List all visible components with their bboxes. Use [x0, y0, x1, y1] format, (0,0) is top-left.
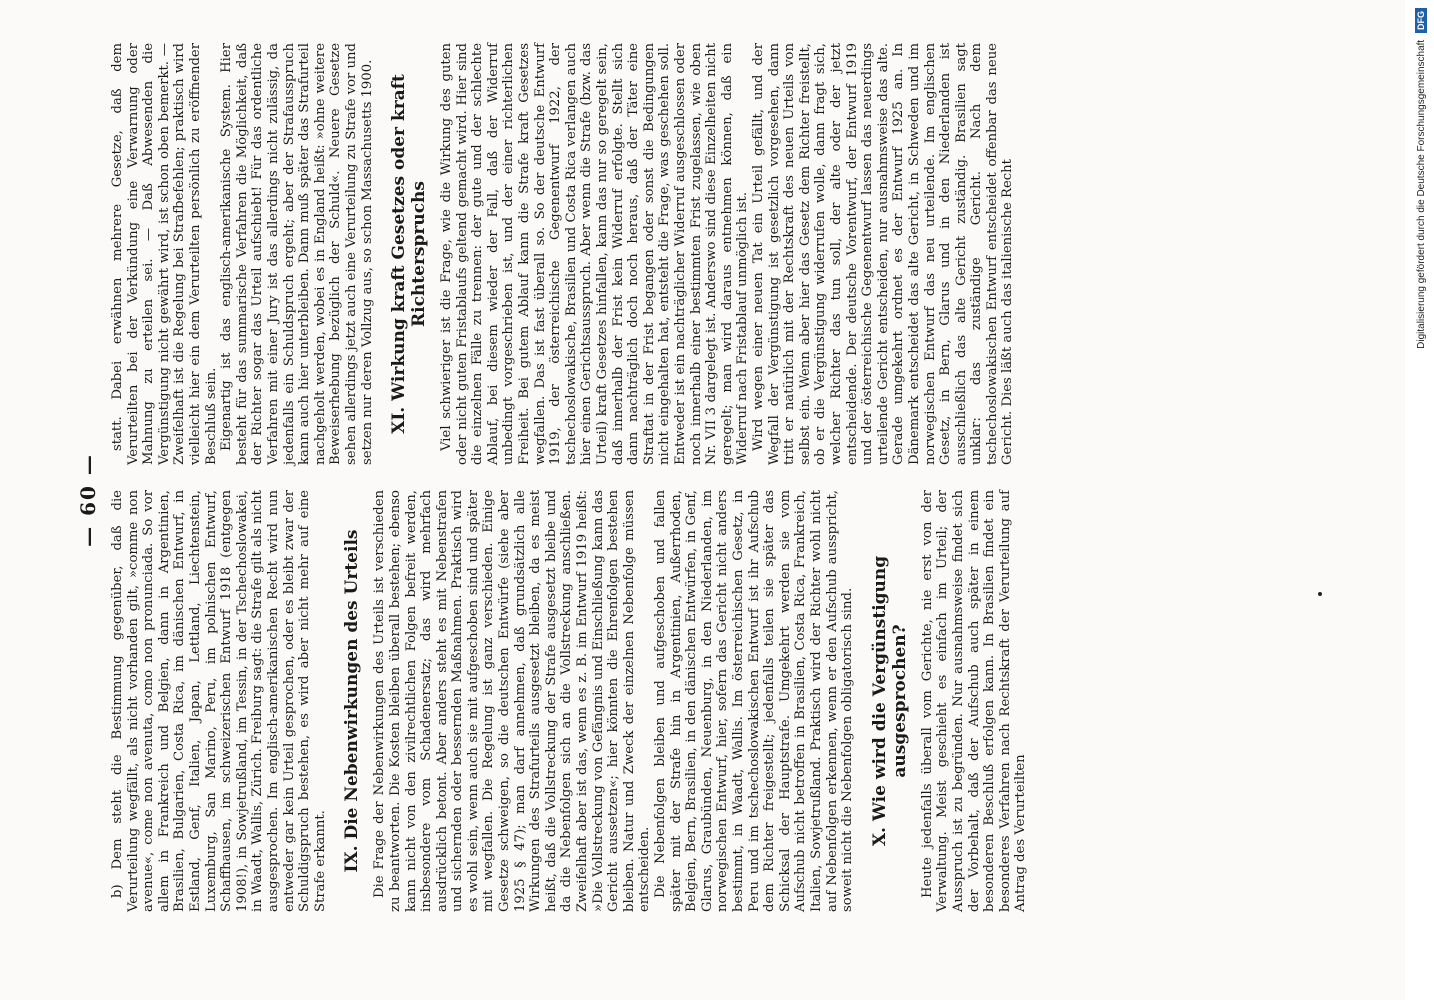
paragraph: Eigenartig ist das englisch-amerikanische System. Hier besteht für das summarische Verfahren die Möglichkeit, daß der Richter sogar das Urteil aufschiebt! Für das ordentliche Verfahren mit einer Jury ist das allerdings nicht zulässig, da jedenfalls ein Schuldspruch ergeht; aber der Strafausspruch kann auch hier unterbleiben. Dann muß später das Strafurteil nachgeholt werden, wobei es in England heißt: »ohne weitere Beweiserhebung bezüglich der Schuld«. Neuere Gesetze sehen allerdings jetzt auch eine Verurteilung zu Strafe vor und setzen nur deren Vollzug aus, so schon Massachusetts 1900.: [219, 43, 375, 465]
right-column: [110, 43, 1016, 465]
section-heading: X. Wie wird die Vergünstigung ausgesprochen?: [869, 555, 910, 847]
page-number: — 60 —: [76, 453, 100, 547]
ink-spot: [1318, 592, 1322, 596]
section-heading: IX. Die Nebenwirkungen des Urteils: [342, 529, 363, 873]
paragraph: Viel schwieriger ist die Frage, wie die Wirkung des guten oder nicht guten Fristablaufs geltend gemacht wird. Hier sind die einzelnen Fälle zu trennen: der gute und der schlechte Ablauf, bei diesem wieder der Fall, daß der Widerruf unbedingt vorgeschrieben ist, und der einer richterlichen Freiheit. Bei gutem Ablauf kann die Strafe kraft Gesetzes wegfallen. Das ist fast überall so. So der deutsche Entwurf 1919, der österreichische Gegenentwurf 1922, der tschechoslowakische, Brasilien und Costa Rica verlangen auch hier einen Gerichtsausspruch. Aber wenn die Strafe (bzw. das Urteil) kraft Gesetzes hinfallen, kann das nur so geregelt sein, daß innerhalb der Frist kein Widerruf erfolgte. Stellt sich dann nachträglich doch noch heraus, daß der Täter eine Straftat in der Frist begangen oder sonst die Bedingungen nicht eingehalten hat, entsteht die Frage, was geschehen soll. Entweder ist ein nachträglicher Widerruf ausgeschlossen oder noch innerhalb einer bestimmten Frist zugelassen, wie oben Nr. VII 3 dargelegt ist. Anderswo sind diese Einzelheiten nicht geregelt; man wird daraus entnehmen können, daß ein Widerruf nach Fristablauf unmöglich ist.: [439, 43, 751, 465]
left-column: [110, 490, 1029, 912]
paragraph: b) Dem steht die Bestimmung gegenüber, daß die Verurteilung wegfällt, als nicht vorhanden gilt, »comme non avenue«, come non avenuta, como non pronunciada. So vor allem in Frankreich und Belgien, dann in Argentinien, Brasilien, Bulgarien, Costa Rica, im dänischen Entwurf, in Estland, Genf, Italien, Japan, Lettland, Liechtenstein, Luxemburg, San Marino, Peru, im polnischen Entwurf, Schaffhausen, im schweizerischen Entwurf 1918 (entgegen 1908!), in Sowjetrußland, im Tessin, in der Tschechoslowakei, in Waadt, Wallis, Zürich. Freiburg sagt: die Strafe gilt als nicht ausgesprochen. Im englisch-amerikanischen Recht wird nun entweder gar kein Urteil gesprochen, oder es bleibt zwar der Schuldigspruch bestehen, es wird aber nicht mehr auf eine Strafe erkannt.: [110, 490, 328, 912]
paragraph: Die Frage der Nebenwirkungen des Urteils ist verschieden zu beantworten. Die Kosten bleiben überall bestehen; ebenso kann nicht von den zivilrechtlichen Folgen befreit werden, insbesondere vom Schadenersatz; das wird mehrfach ausdrücklich betont. Aber anders steht es mit Nebenstrafen und sichernden oder bessernden Maßnahmen. Praktisch wird es wohl sein, wenn auch sie mit aufgeschoben sind und später mit wegfallen. Die Regelung ist ganz verschieden. Einige Gesetze schweigen, so die deutschen Entwürfe (siehe aber 1925 § 47); man darf annehmen, daß grundsätzlich alle Wirkungen des Strafurteils ausgesetzt bleiben, da es meist heißt, daß die Vollstreckung der Strafe ausgesetzt bleibe und da die Nebenfolgen sich an die Vollstreckung anschließen. Zweifelhaft aber ist das, wenn es z. B. im Entwurf 1919 heißt: »Die Vollstreckung von Gefängnis und Einschließung kann das Gericht aussetzen«; hier könnten die Ehrenfolgen bestehen bleiben. Natur und Zweck der einzelnen Nebenfolge müssen entscheiden.: [372, 490, 653, 912]
paragraph: statt. Dabei erwähnen mehrere Gesetze, daß dem Verurteilten bei der Verkündung eine Verwarnung oder Mahnung zu erteilen sei. — Daß Abwesenden die Vergünstigung nicht gewährt wird, ist schon oben bemerkt. — Zweifelhaft ist die Regelung bei Strafbefehlen; praktisch wird vielleicht hier ein dem Verurteilten persönlich zu eröffnender Beschluß sein.: [110, 43, 219, 465]
paragraph: Wird wegen einer neuen Tat ein Urteil gefällt, und der Wegfall der Vergünstigung ist gesetzlich vorgesehen, dann tritt er natürlich mit der Rechtskraft des neuen Urteils von selbst ein. Wenn aber hier das Gesetz dem Richter freistellt, ob er die Vergünstigung widerrufen wolle, dann fragt sich, welcher Richter das tun soll, der alte oder der jetzt entscheidende. Der deutsche Vorentwurf, der Entwurf 1919 und der österreichische Gegenentwurf lassen das neuerdings urteilende Gericht entscheiden, nur ausnahmsweise das alte. Gerade umgekehrt ordnet es der Entwurf 1925 an. In Dänemark entscheidet das alte Gericht, in Schweden und im norwegischen Entwurf das neu urteilende. Im englischen Gesetz, in Bern, Glarus und in den Niederlanden ist ausschließlich das alte Gericht zuständig. Brasilien sagt unklar: das zuständige Gericht. Nach dem tschechoslowakischen Entwurf entscheidet offenbar das neue Gericht. Dies läßt auch das italienische Recht: [750, 43, 1016, 465]
digitization-sidebar: [1405, 0, 1434, 1000]
credit-text: Digitalisierung gefördert durch die Deutsche Forschungsgemeinschaft: [1416, 39, 1427, 349]
section-heading: XI. Wirkung kraft Gesetzes oder kraft Richterspruchs: [389, 74, 430, 434]
paragraph: Heute jedenfalls überall vom Gerichte, nie erst von der Verwaltung. Meist geschieht es einfach im Urteil; der Ausspruch ist zu begründen. Nur ausnahmsweise findet sich der Vorbehalt, daß der Aufschub auch später in einem besonderen Beschluß erfolgen kann. In Brasilien findet ein besonderes Verfahren nach Rechtskraft der Verurteilung auf Antrag des Verurteilten: [919, 490, 1029, 912]
digitization-credit: [1407, 0, 1434, 1000]
dfg-logo: DFG: [1415, 8, 1427, 33]
paragraph: Die Nebenfolgen bleiben und aufgeschoben und fallen später mit der Strafe hin in Argentinien, Außerrhoden, Belgien, Bern, Brasilien, in den dänischen Entwürfen, in Genf, Glarus, Graubünden, Neuenburg, in den Niederlanden, im norwegischen Entwurf, hier, sofern das Gericht nicht anders bestimmt, in Waadt, Wallis. Im österreichischen Gesetz, in Peru und im tschechoslowakischen Entwurf ist ihr Aufschub dem Richter freigestellt; jedenfalls teilen sie später das Schicksal der Hauptstrafe. Umgekehrt werden sie vom Aufschub nicht betroffen in Brasilien, Costa Rica, Frankreich, Italien, Sowjetrußland. Praktisch wird der Richter wohl nicht auf Nebenfolgen erkennen, wenn er den Aufschub ausspricht, soweit nicht die Nebenfolgen obligatorisch sind.: [653, 490, 856, 912]
